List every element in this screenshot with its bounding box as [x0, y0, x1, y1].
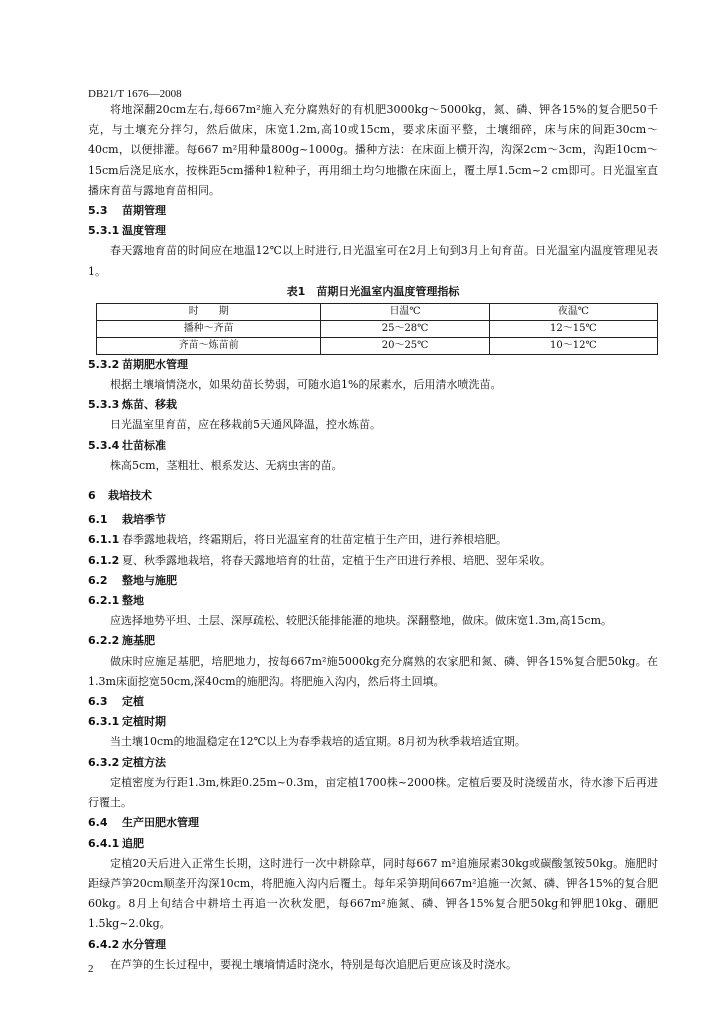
heading-title: 温度管理: [122, 224, 166, 238]
table-header-cell: 时 期: [97, 303, 321, 320]
heading-6-2-2: [88, 631, 658, 651]
table-row: [97, 320, 658, 337]
heading-title: 栽培季节: [122, 513, 166, 527]
heading-number: 6.3.2: [88, 755, 120, 769]
clause-text: 春季露地栽培，终霜期后，将日光温室育的壮苗定植于生产田，进行养根培肥。: [122, 533, 507, 547]
paragraph-5-3-4: 株高5cm，茎粗壮、根系发达、无病虫害的苗。: [110, 458, 343, 472]
table-header-cell: 日温℃: [321, 303, 489, 320]
heading-5-3-4: [88, 436, 658, 456]
heading-number: 6.4: [88, 816, 108, 830]
paragraph-6-2-2: 做床时应施足基肥，培肥地力，按每667m²施5000kg充分腐熟的农家肥和氮、磷、钾各15%复合肥50kg。在1.3m床面挖宽50cm,深40cm的施肥沟。将肥施入沟内，然后将土回填。: [88, 654, 658, 688]
heading-title: 施基肥: [122, 634, 155, 648]
intro-paragraph: 将地深翻20cm左右,每667m²施入充分腐熟好的有机肥3000kg～5000kg，氮、磷、钾各15%的复合肥50千克，与土壤充分拌匀，然后做床，床宽1.2m,高10或15cm，要求床面平整，土壤细碎，床与床的间距30cm～40cm，以便排灌。每667 m²用种量800g~1000g。播种方法：在床面上横开沟，沟深2cm～3cm，沟距10cm～15cm后浇足底水，按株距5cm播种1粒种子，再用细土均匀地撒在床面上，覆土厚1.5cm~2 cm即可。日光温室直播床育苗与露地育苗相同。: [88, 103, 658, 197]
heading-6-4: [88, 813, 658, 833]
heading-number: 6.4.1: [88, 836, 120, 850]
heading-title: 整地与施肥: [122, 573, 177, 587]
heading-title: 苗期管理: [122, 204, 166, 218]
table-row: [97, 337, 658, 354]
paragraph-6-4-2: 在芦笋的生长过程中，要视土壤墒情适时浇水，特别是每次追肥后更应该及时浇水。: [110, 957, 517, 971]
heading-title: 定植时期: [122, 715, 166, 729]
heading-number: 5.3.3: [88, 398, 120, 412]
heading-6-4-2: [88, 935, 658, 955]
heading-number: 6.1: [88, 513, 108, 527]
heading-number: 6.3: [88, 695, 108, 709]
table-header-cell: 夜温℃: [489, 303, 657, 320]
heading-5-3-2: [88, 355, 658, 375]
clause-text: 夏、秋季露地栽培，将春天露地培育的壮苗，定植于生产田进行养根、培肥、翌年采收。: [122, 553, 551, 567]
paragraph-6-3-1: 当土壤10cm的地温稳定在12℃以上为春季栽培的适宜期。8月初为秋季栽培适宜期。: [110, 735, 526, 749]
heading-6-4-1: [88, 834, 658, 854]
heading-5-3: [88, 201, 658, 221]
table-cell: 25～28℃: [321, 320, 489, 337]
heading-5-3-3: [88, 395, 658, 415]
heading-6-3: [88, 692, 658, 712]
heading-title: 定植方法: [122, 755, 166, 769]
heading-number: 6.3.1: [88, 715, 120, 729]
heading-title: 整地: [122, 594, 144, 608]
heading-title: 苗期肥水管理: [122, 357, 188, 371]
heading-title: 水分管理: [122, 937, 166, 951]
heading-6-2: [88, 571, 658, 591]
heading-title: 栽培技术: [108, 489, 152, 503]
table-cell: 播种～齐苗: [97, 320, 321, 337]
heading-number: 5.3.2: [88, 357, 120, 371]
clause-number: 6.1.2: [88, 553, 120, 567]
document-id: DB21/T 1676—2008: [88, 88, 182, 100]
heading-number: 6.4.2: [88, 937, 120, 951]
table-cell: 10～12℃: [489, 337, 657, 354]
clause-number: 6.1.1: [88, 533, 120, 547]
paragraph-6-4-1: 定植20天后进入正常生长期，这时进行一次中耕除草，同时每667 m²追施尿素30kg或碳酸氢铵50kg。施肥时距绿芦笋20cm顺垄开沟深10cm，将肥施入沟内后覆土。每年采笋期间667m²追施一次氮、磷、钾各15%的复合肥60kg。8月上旬结合中耕培土再追一次秋发肥，每667m²施氮、磷、钾各15%复合肥50kg和钾肥10kg、硼肥1.5kg~2.0kg。: [88, 856, 658, 931]
heading-title: 定植: [122, 695, 144, 709]
paragraph-5-3-1: 春天露地育苗的时间应在地温12℃以上时进行,日光温室可在2月上旬到3月上旬育苗。日光温室内温度管理见表1。: [88, 244, 658, 278]
paragraph-5-3-2: 根据土壤墒情浇水，如果幼苗长势弱，可随水追1%的尿素水，后用清水喷洗苗。: [110, 378, 502, 392]
heading-6-3-2: [88, 753, 658, 773]
document-body: [88, 100, 658, 975]
paragraph-6-1-1: [88, 530, 658, 550]
heading-6-1: [88, 510, 658, 530]
heading-number: 6.2.1: [88, 594, 120, 608]
heading-6: [88, 486, 658, 506]
table-cell: 20～25℃: [321, 337, 489, 354]
heading-number: 6: [88, 489, 96, 503]
temperature-table: [96, 303, 658, 355]
table-cell: 12～15℃: [489, 320, 657, 337]
table-header-row: [97, 303, 658, 320]
page-number: 2: [88, 963, 94, 975]
paragraph-6-1-2: [88, 551, 658, 571]
heading-title: 壮苗标准: [122, 438, 166, 452]
paragraph-5-3-3: 日光温室里育苗，应在移栽前5天通风降温，控水炼苗。: [110, 418, 381, 432]
heading-5-3-1: [88, 221, 658, 241]
table-caption: 表1 苗期日光温室内温度管理指标: [286, 284, 460, 298]
heading-title: 生产田肥水管理: [122, 816, 199, 830]
heading-title: 追肥: [122, 836, 144, 850]
paragraph-6-3-2: 定植密度为行距1.3m,株距0.25m~0.3m，亩定植1700株~2000株。定植后要及时浇缓苗水，待水渗下后再进行覆土。: [88, 775, 658, 810]
paragraph-6-2-1: 应选择地势平坦、土层、深厚疏松、较肥沃能排能灌的地块。深翻整地，做床。做床宽1.3m,高15cm。: [110, 614, 613, 628]
heading-number: 5.3.1: [88, 224, 120, 238]
heading-6-3-1: [88, 712, 658, 732]
heading-number: 6.2.2: [88, 634, 120, 648]
table-cell: 齐苗～炼苗前: [97, 337, 321, 354]
heading-number: 5.3.4: [88, 438, 120, 452]
heading-title: 炼苗、移栽: [122, 398, 177, 412]
heading-number: 5.3: [88, 204, 108, 218]
heading-number: 6.2: [88, 573, 108, 587]
heading-6-2-1: [88, 591, 658, 611]
